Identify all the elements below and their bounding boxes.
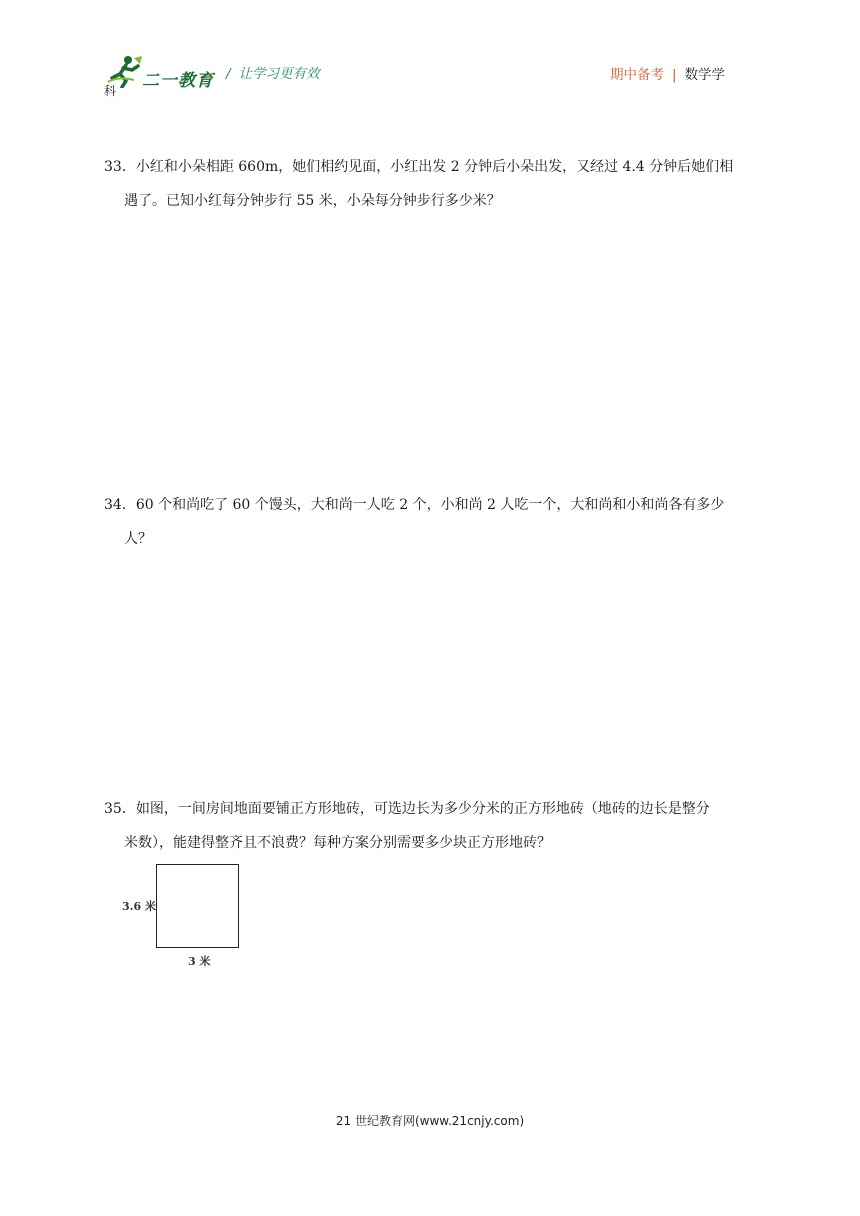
question-35	[104, 792, 764, 860]
subject-label: 数学学	[684, 67, 726, 83]
question-33	[104, 150, 764, 218]
question-text-line: 遇了。已知小红每分钟步行 55 米，小朵每分钟步行多少米？	[124, 193, 501, 209]
slogan	[226, 62, 320, 82]
logo-subtext: 科	[104, 84, 117, 98]
question-text-line: 人？	[124, 531, 152, 547]
header-info	[610, 63, 725, 83]
room-figure	[118, 862, 258, 972]
logo-text: 二一教育	[142, 71, 214, 91]
slogan-text: 让学习更有效	[238, 66, 320, 82]
question-text-line: 35．如图，一间房间地面要铺正方形地砖，可选边长为多少分米的正方形地砖（地砖的边长是整分	[104, 801, 710, 817]
exam-label: 期中备考	[610, 67, 664, 83]
room-width-label: 3 米	[188, 955, 211, 968]
question-text-line: 米数），能建得整齐且不浪费？每种方案分别需要多少块正方形地砖？	[124, 835, 551, 851]
slogan-slash: /	[226, 66, 231, 82]
page-header	[0, 0, 860, 110]
page-footer: 21 世纪教育网(www.21cnjy.com)	[335, 1114, 525, 1128]
question-text-line: 33．小红和小朵相距 660m，她们相约见面，小红出发 2 分钟后小朵出发，又经过 4.4 分钟后她们相	[104, 159, 734, 175]
question-text-line: 34．60 个和尚吃了 60 个馒头，大和尚一人吃 2 个，小和尚 2 人吃一个，大和尚和小和尚各有多少	[104, 497, 725, 513]
room-height-label: 3.6 米	[122, 900, 156, 913]
logo	[104, 54, 216, 96]
question-34	[104, 488, 764, 556]
header-separator: |	[672, 67, 677, 83]
